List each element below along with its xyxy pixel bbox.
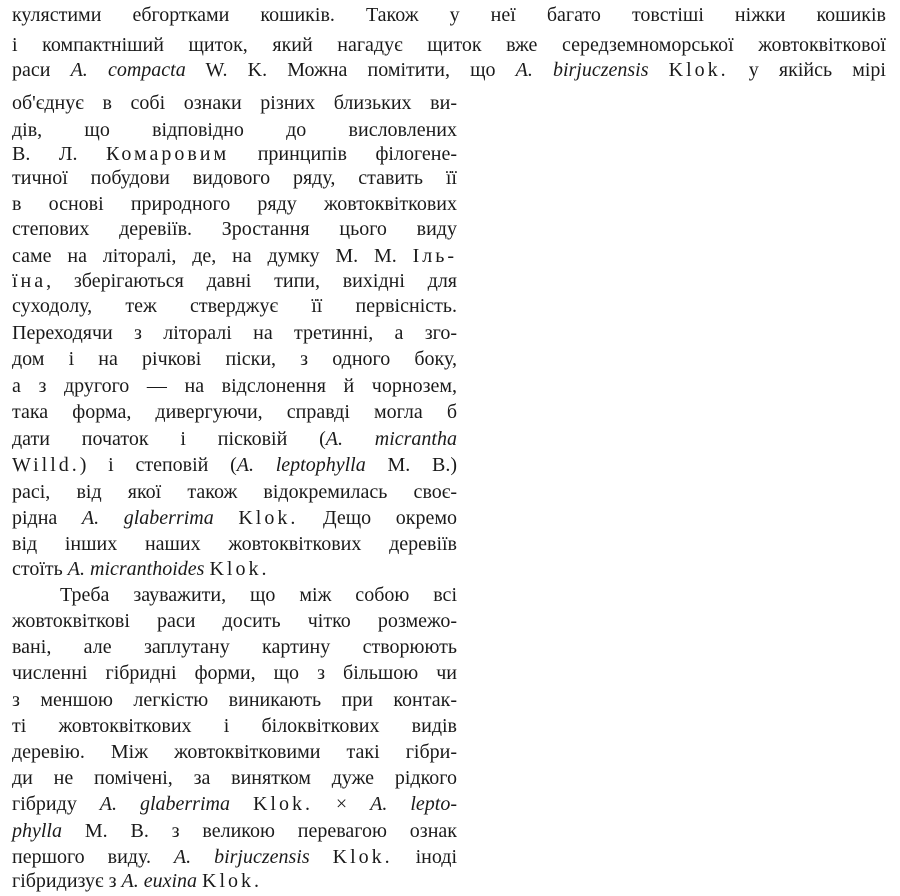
text-run: тичної побудови видового ряду, ставить її: [12, 167, 457, 189]
author-name: Klok.: [668, 59, 729, 81]
text-line: [12, 532, 457, 556]
text-run: з меншою легкістю виникають при контак-: [12, 689, 457, 711]
text-line: [12, 321, 457, 345]
text-run: принципів філогене-: [229, 143, 457, 165]
text-line: [12, 91, 457, 115]
text-line: [12, 33, 886, 57]
latin-name: A. leptophylla: [236, 454, 366, 476]
text-run: [649, 59, 669, 81]
text-line: [12, 740, 457, 764]
author-name: їна: [12, 270, 47, 292]
text-run: дів, що відповідно до висловлених: [12, 119, 457, 141]
text-run: M. B. з великою перевагою ознак: [62, 820, 457, 842]
text-run: Треба зауважити, що між собою всі: [60, 584, 457, 606]
latin-name: phylla: [12, 820, 62, 842]
latin-name: A. micranthoides: [67, 558, 205, 580]
text-run: така форма, дивергуючи, справді могла б: [12, 401, 457, 423]
text-line: [12, 453, 457, 477]
text-run: від інших наших жовтоквіткових деревіїв: [12, 533, 457, 555]
text-run: об'єднує в собі ознаки різних близьких ви-: [12, 92, 457, 114]
text-run: суходолу, теж стверджує її первісність.: [12, 295, 457, 317]
text-run: ×: [312, 793, 371, 815]
text-run: [214, 507, 239, 529]
text-run: вані, але заплутану картину створюють: [12, 636, 457, 658]
text-line: [12, 118, 457, 142]
text-line: [12, 661, 457, 685]
text-run: [310, 846, 333, 868]
text-line: [12, 192, 457, 216]
text-run: в основі природного ряду жовтоквіткових: [12, 193, 457, 215]
text-run: расі, від якої також відокремилась своє-: [12, 481, 457, 503]
text-run: раси: [12, 59, 71, 81]
latin-name: A. micrantha: [325, 428, 457, 450]
text-run: [230, 793, 253, 815]
author-name: Klok.: [209, 558, 270, 580]
text-line: [12, 819, 457, 843]
text-run: а з другого — на відслонення й чорнозем,: [12, 375, 457, 397]
text-line: [12, 480, 457, 504]
text-line: [12, 845, 457, 869]
author-name: Klok.: [332, 846, 393, 868]
text-line: [12, 244, 457, 268]
text-line: [12, 269, 457, 293]
text-run: саме на літоралі, де, на думку М. М.: [12, 245, 413, 267]
text-run: M. B.): [365, 454, 457, 476]
text-line: [12, 688, 457, 712]
text-line: [12, 557, 457, 581]
author-name: Klok.: [202, 870, 263, 892]
text-line: [60, 583, 457, 607]
text-run: гібриду: [12, 793, 100, 815]
latin-name: A. birjuczensis: [173, 846, 310, 868]
latin-name: A. euxina: [121, 870, 198, 892]
text-line: [12, 142, 457, 166]
text-run: степових деревіїв. Зростання цього виду: [12, 218, 457, 240]
author-name: Klok.: [238, 507, 299, 529]
text-line: [12, 347, 457, 371]
text-run: , зберігаються давні типи, вихідні для: [46, 270, 457, 292]
text-run: W. K. Можна помітити, що: [185, 59, 516, 81]
text-run: Переходячи з літоралі на третинні, а зго-: [12, 322, 457, 344]
text-run: стоїть: [12, 558, 68, 580]
text-line: [12, 869, 457, 893]
text-run: В. Л.: [12, 143, 106, 165]
text-run: у якійсь мірі: [728, 59, 886, 81]
text-run: ті жовтоквіткових і білоквіткових видів: [12, 715, 457, 737]
text-run: першого виду.: [12, 846, 174, 868]
text-line: [12, 609, 457, 633]
text-run: кулястими ебгортками кошиків. Також у неї багато товстіші ніжки кошиків: [12, 4, 886, 26]
text-run: ди не помічені, за винятком дуже рідкого: [12, 767, 457, 789]
text-line: [12, 217, 457, 241]
text-line: [12, 506, 457, 530]
text-line: [12, 3, 886, 27]
text-run: деревію. Між жовтоквітковими такі гібри-: [12, 741, 457, 763]
latin-name: A. lepto-: [370, 793, 457, 815]
latin-name: A. compacta: [70, 59, 186, 81]
author-name: Willd.: [12, 454, 80, 476]
author-name: Klok.: [252, 793, 313, 815]
text-run: Дещо окремо: [298, 507, 457, 529]
text-line: [12, 635, 457, 659]
text-run: дом і на річкові піски, з одного боку,: [12, 348, 457, 370]
text-line: [12, 766, 457, 790]
latin-name: A. birjuczensis: [515, 59, 649, 81]
text-line: [12, 58, 886, 82]
text-line: [12, 294, 457, 318]
text-run: ) і степовій (: [79, 454, 237, 476]
text-line: [12, 166, 457, 190]
text-line: [12, 427, 457, 451]
text-run: рідна: [12, 507, 82, 529]
text-run: численні гібридні форми, що з більшою чи: [12, 662, 457, 684]
text-line: [12, 400, 457, 424]
text-line: [12, 792, 457, 816]
text-line: [12, 714, 457, 738]
author-name: Комаровим: [105, 143, 230, 165]
author-name: Іль-: [412, 245, 457, 267]
latin-name: A. glaberrima: [81, 507, 214, 529]
text-line: [12, 374, 457, 398]
text-run: дати початок і пісковій (: [12, 428, 326, 450]
latin-name: A. glaberrima: [99, 793, 230, 815]
text-run: іноді: [392, 846, 457, 868]
text-run: жовтоквіткові раси досить чітко розмежо-: [12, 610, 457, 632]
text-run: і компактніший щиток, який нагадує щиток вже середземноморської жовтоквіткової: [12, 34, 886, 56]
text-run: гібридизує з: [12, 870, 122, 892]
